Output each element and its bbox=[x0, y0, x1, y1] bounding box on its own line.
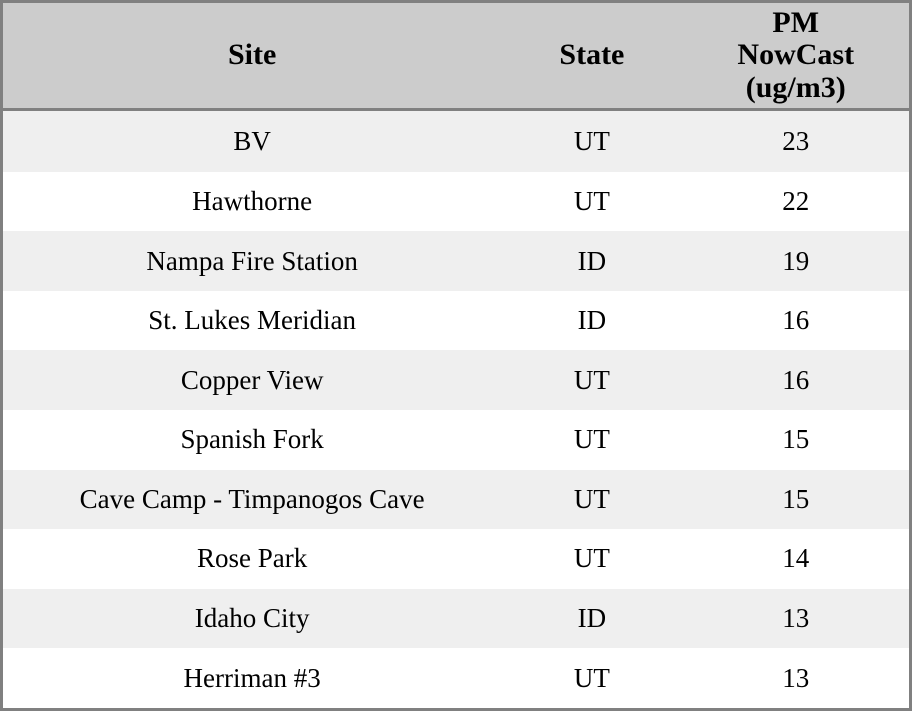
table-row bbox=[3, 529, 909, 589]
cell-state: ID bbox=[501, 291, 682, 351]
cell-value: 13 bbox=[682, 589, 909, 649]
cell-state: UT bbox=[501, 350, 682, 410]
cell-value: 15 bbox=[682, 410, 909, 470]
cell-state: ID bbox=[501, 231, 682, 291]
cell-site: Herriman #3 bbox=[3, 648, 501, 708]
table-row bbox=[3, 470, 909, 530]
table-row bbox=[3, 350, 909, 410]
cell-site: Nampa Fire Station bbox=[3, 231, 501, 291]
table-row bbox=[3, 648, 909, 708]
cell-site: Spanish Fork bbox=[3, 410, 501, 470]
column-header-pm-nowcast-line-1: PM bbox=[772, 6, 820, 39]
cell-value: 23 bbox=[682, 110, 909, 172]
cell-value: 16 bbox=[682, 291, 909, 351]
cell-state: UT bbox=[501, 410, 682, 470]
column-header-pm-nowcast-line-2: NowCast bbox=[737, 38, 855, 72]
cell-value: 22 bbox=[682, 172, 909, 232]
cell-site: St. Lukes Meridian bbox=[3, 291, 501, 351]
table-row bbox=[3, 231, 909, 291]
cell-site: Hawthorne bbox=[3, 172, 501, 232]
table-row bbox=[3, 410, 909, 470]
cell-state: UT bbox=[501, 648, 682, 708]
cell-value: 16 bbox=[682, 350, 909, 410]
cell-value: 14 bbox=[682, 529, 909, 589]
cell-site: Rose Park bbox=[3, 529, 501, 589]
table-row bbox=[3, 291, 909, 351]
cell-site: Idaho City bbox=[3, 589, 501, 649]
cell-value: 19 bbox=[682, 231, 909, 291]
table-row bbox=[3, 172, 909, 232]
column-header-state-line-1: State bbox=[559, 38, 625, 72]
column-header-site bbox=[3, 3, 501, 110]
table-row bbox=[3, 589, 909, 649]
cell-site: Cave Camp - Timpanogos Cave bbox=[3, 470, 501, 530]
cell-state: UT bbox=[501, 529, 682, 589]
cell-state: UT bbox=[501, 172, 682, 232]
cell-value: 15 bbox=[682, 470, 909, 530]
cell-state: ID bbox=[501, 589, 682, 649]
table-header bbox=[3, 3, 909, 110]
air-quality-table bbox=[3, 3, 909, 708]
column-header-state bbox=[501, 3, 682, 110]
cell-state: UT bbox=[501, 110, 682, 172]
cell-state: UT bbox=[501, 470, 682, 530]
column-header-pm-nowcast-line-3: (ug/m3) bbox=[745, 70, 846, 104]
table-row bbox=[3, 110, 909, 172]
table-body bbox=[3, 110, 909, 708]
table-header-row bbox=[3, 3, 909, 110]
column-header-pm-nowcast bbox=[682, 3, 909, 110]
cell-value: 13 bbox=[682, 648, 909, 708]
cell-site: Copper View bbox=[3, 350, 501, 410]
cell-site: BV bbox=[3, 110, 501, 172]
column-header-site-line-1: Site bbox=[227, 38, 277, 72]
